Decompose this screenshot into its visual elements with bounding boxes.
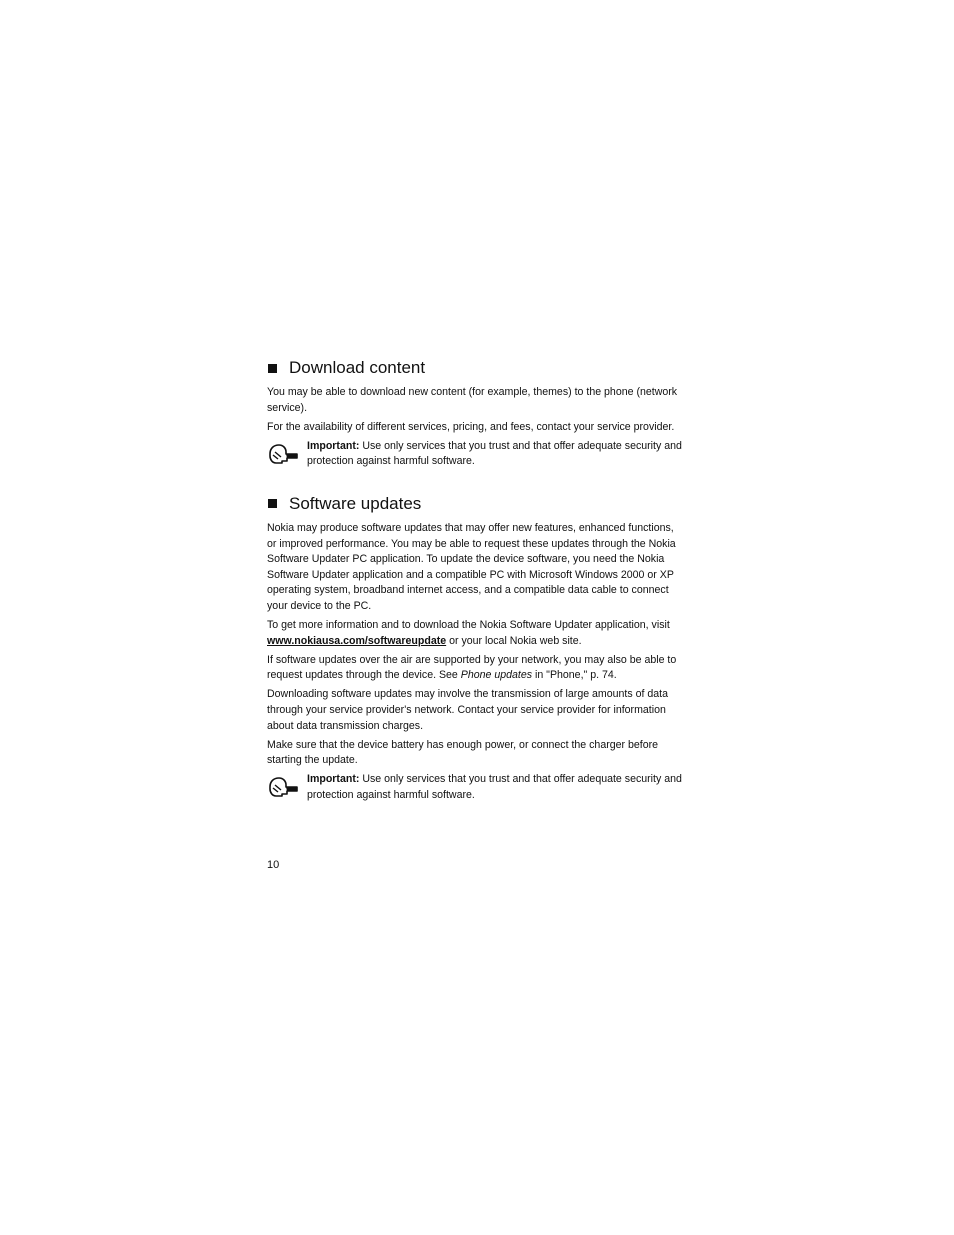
section-heading-download-content (267, 357, 682, 379)
note-body: Use only services that you trust and that offer adequate security and protection against harmful software. (307, 439, 682, 468)
pointing-hand-icon (267, 442, 299, 466)
paragraph: For the availability of different services, pricing, and fees, contact your service provider. (267, 420, 675, 433)
important-note (267, 439, 682, 470)
section-heading-text: Software updates (289, 493, 422, 513)
section-heading-software-updates (267, 493, 682, 515)
paragraph (267, 618, 682, 649)
note-text (307, 772, 682, 803)
paragraph-text: If software updates over the air are supported by your network, you may also be able to request updates through the device. See (267, 653, 677, 682)
note-body: Use only services that you trust and that offer adequate security and protection against harmful software. (307, 773, 682, 801)
section-heading-text: Download content (289, 358, 426, 377)
nokia-update-link[interactable]: www.nokiausa.com/softwareupdate (267, 634, 447, 647)
square-bullet-icon (268, 499, 277, 508)
page-number: 10 (267, 859, 280, 871)
paragraph: Make sure that the device battery has enough power, or connect the charger before starting the update. (267, 738, 659, 767)
square-bullet-icon (268, 364, 277, 373)
paragraph: You may be able to download new content (for example, themes) to the phone (network service). (267, 386, 678, 414)
note-label: Important: (307, 439, 360, 452)
cross-reference: Phone updates (460, 669, 533, 682)
page-content (267, 357, 682, 807)
note-label: Important: (307, 773, 360, 786)
paragraph-text: To get more information and to download the Nokia Software Updater application, visit (267, 619, 670, 632)
paragraph-text: or your local Nokia web site. (446, 634, 582, 647)
paragraph-text: in "Phone," p. 74. (532, 669, 617, 682)
pointing-hand-icon (267, 775, 299, 799)
paragraph: Nokia may produce software updates that may offer new features, enhanced functions, or improved performance. You may be able to request these updates through the Nokia Software Updater PC application. To update the device software, you need the Nokia Software Updater application and a compatible PC with Microsoft Windows 2000 or XP operating system, broadband internet access, and a compatible data cable to connect your device to the PC. (267, 521, 676, 612)
paragraph: Downloading software updates may involve the transmission of large amounts of data through your service provider's network. Contact your service provider for information about data transmission charges. (267, 688, 669, 732)
paragraph (267, 653, 682, 684)
note-text (307, 439, 682, 470)
important-note (267, 772, 682, 803)
